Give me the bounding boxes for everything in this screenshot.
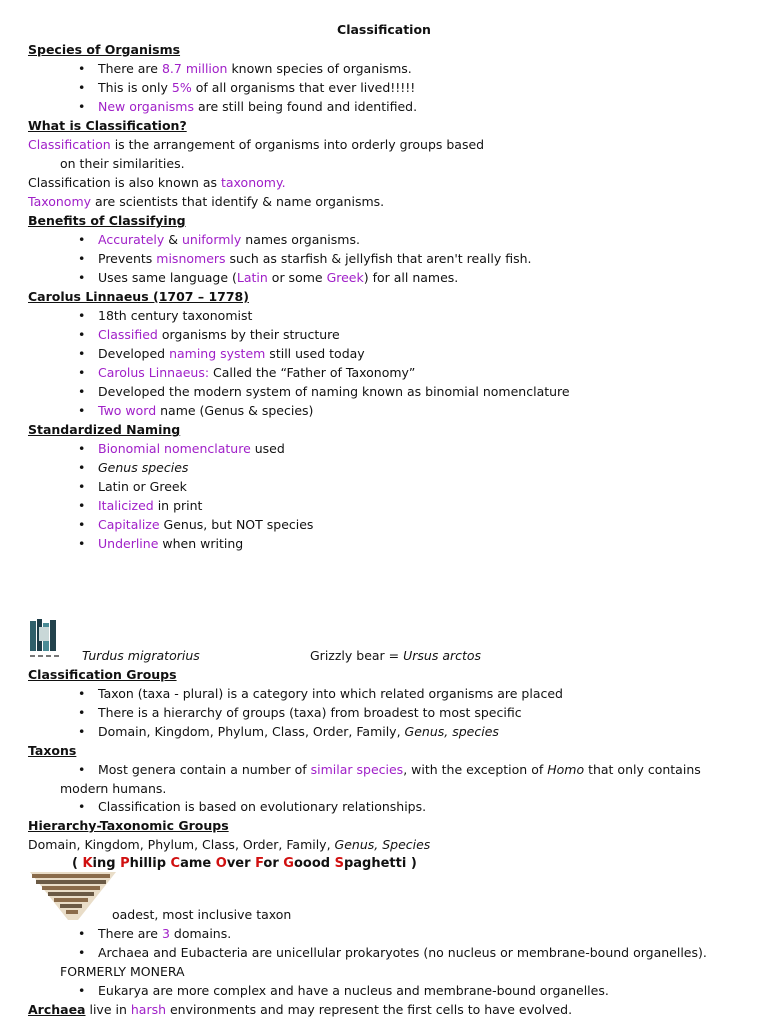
bullet-eukarya: • Eukarya are more complex and have a nucleus and membrane-bound organelles.: [78, 983, 609, 999]
bullet-italicized: • Italicized in print: [78, 498, 202, 514]
bullet-three-domains: • There are 3 domains.: [78, 926, 231, 942]
robin-image: [28, 617, 60, 661]
text-taxonomists: Taxonomy are scientists that identify & name organisms.: [28, 194, 385, 209]
bullet-five-percent: • This is only 5% of all organisms that ever lived!!!!!: [78, 80, 415, 96]
heading-hierarchy: Hierarchy-Taxonomic Groups: [28, 818, 229, 833]
text-ranks: Domain, Kingdom, Phylum, Class, Order, Family, Genus, Species: [28, 837, 431, 852]
heading-standardized: Standardized Naming: [28, 422, 181, 437]
text-definition-cont: on their similarities.: [60, 156, 185, 171]
bullet-evolutionary: • Classification is based on evolutionary relationships.: [78, 799, 426, 815]
bullet-hierarchy: • There is a hierarchy of groups (taxa) from broadest to most specific: [78, 705, 522, 721]
bullet-18th-century: • 18th century taxonomist: [78, 308, 252, 324]
bullet-capitalize: • Capitalize Genus, but NOT species: [78, 517, 313, 533]
text-archaea: Archaea live in harsh environments and may represent the first cells to have evolved.: [28, 1002, 573, 1017]
bullet-naming-system: • Developed naming system still used today: [78, 346, 365, 362]
text-definition: Classification is the arrangement of organisms into orderly groups based: [28, 137, 485, 152]
page-title: Classification: [337, 22, 431, 37]
heading-linnaeus: Carolus Linnaeus (1707 – 1778): [28, 289, 249, 304]
grizzly-bear-name: Grizzly bear = Ursus arctos: [310, 648, 482, 663]
heading-classification-groups: Classification Groups: [28, 667, 177, 682]
bullet-bionomial: • Bionomial nomenclature used: [78, 441, 285, 457]
robin-scientific-name: Turdus migratorius: [82, 648, 200, 663]
bullet-new-organisms: • New organisms are still being found and identified.: [78, 99, 417, 115]
taxonomy-pyramid-image: [28, 870, 118, 922]
bullet-prokaryotes: • Archaea and Eubacteria are unicellular prokaryotes (no nucleus or membrane-bound organelles).: [78, 945, 707, 961]
bullet-two-word: • Two word name (Genus & species): [78, 403, 313, 419]
bullet-underline: • Underline when writing: [78, 536, 243, 552]
text-modern-humans: modern humans.: [60, 781, 167, 796]
bullet-misnomers: • Prevents misnomers such as starfish & jellyfish that aren't really fish.: [78, 251, 532, 267]
bullet-genera: • Most genera contain a number of similar species, with the exception of Homo that only contains: [78, 762, 701, 778]
text-broadest-taxon: oadest, most inclusive taxon: [112, 907, 292, 922]
bullet-genus-species: • Genus species: [78, 460, 188, 476]
bullet-taxon: • Taxon (taxa - plural) is a category into which related organisms are placed: [78, 686, 563, 702]
heading-species: Species of Organisms: [28, 42, 181, 57]
bullet-ranks: • Domain, Kingdom, Phylum, Class, Order, Family, Genus, species: [78, 724, 499, 740]
bullet-latin-greek: • Latin or Greek: [78, 479, 187, 495]
bullet-father-taxonomy: • Carolus Linnaeus: Called the “Father of Taxonomy”: [78, 365, 415, 381]
bullet-language: • Uses same language (Latin or some Greek) for all names.: [78, 270, 458, 286]
bullet-known-species: • There are 8.7 million known species of organisms.: [78, 61, 412, 77]
heading-benefits: Benefits of Classifying: [28, 213, 186, 228]
heading-what-is: What is Classification?: [28, 118, 187, 133]
bullet-accurately: • Accurately & uniformly names organisms.: [78, 232, 360, 248]
heading-taxons: Taxons: [28, 743, 77, 758]
mnemonic: ( King Phillip Came Over For Goood Spaghetti ): [72, 856, 417, 871]
bullet-binomial: • Developed the modern system of naming known as binomial nomenclature: [78, 384, 570, 400]
bullet-classified: • Classified organisms by their structure: [78, 327, 340, 343]
text-taxonomy: Classification is also known as taxonomy.: [28, 175, 286, 190]
text-formerly-monera: FORMERLY MONERA: [60, 964, 185, 979]
